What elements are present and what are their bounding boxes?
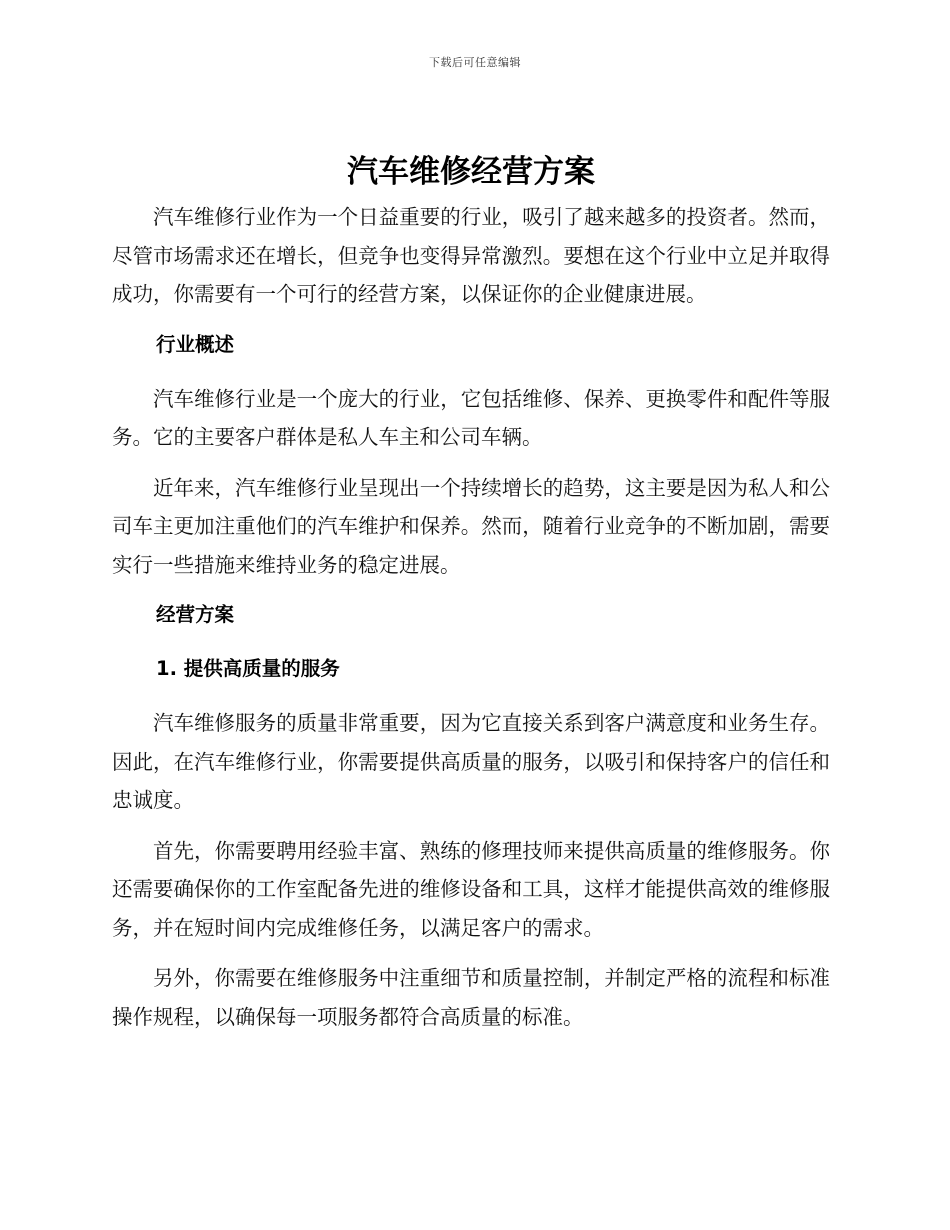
document-title: 汽车维修经营方案: [347, 154, 595, 190]
paragraph: 近年来，汽车维修行业呈现出一个持续增长的趋势，这主要是因为私人和公司车主更加注重他们的汽车维护和保养。然而，随着行业竞争的不断加剧，需要实行一些措施来维持业务的稳定进展。: [112, 475, 830, 577]
section-heading-business-plan: 经营方案: [156, 603, 235, 626]
paragraph: 首先，你需要聘用经验丰富、熟练的修理技师来提供高质量的维修服务。你还需要确保你的工作室配备先进的维修设备和工具，这样才能提供高效的维修服务，并在短时间内完成维修任务，以满足客户的需求。: [112, 838, 830, 940]
document-body: [112, 150, 830, 1048]
paragraph: 汽车维修服务的质量非常重要，因为它直接关系到客户满意度和业务生存。因此，在汽车维修行业，你需要提供高质量的服务，以吸引和保持客户的信任和忠诚度。: [112, 711, 830, 812]
section-heading-industry-overview: 行业概述: [156, 332, 235, 356]
paragraph: 汽车维修行业是一个庞大的行业，它包括维修、保养、更换零件和配件等服务。它的主要客户群体是私人车主和公司车辆。: [112, 386, 830, 449]
intro-paragraph: 汽车维修行业作为一个日益重要的行业，吸引了越来越多的投资者。然而，尽管市场需求还在增长，但竞争也变得异常激烈。要想在这个行业中立足并取得成功，你需要有一个可行的经营方案，以保证你的企业健康进展。: [112, 205, 830, 306]
subheading-high-quality-service: 1. 提供高质量的服务: [156, 657, 340, 680]
paragraph: 另外，你需要在维修服务中注重细节和质量控制，并制定严格的流程和标准操作规程，以确保每一项服务都符合高质量的标准。: [112, 966, 830, 1029]
header-note: 下载后可任意编辑: [429, 56, 521, 69]
